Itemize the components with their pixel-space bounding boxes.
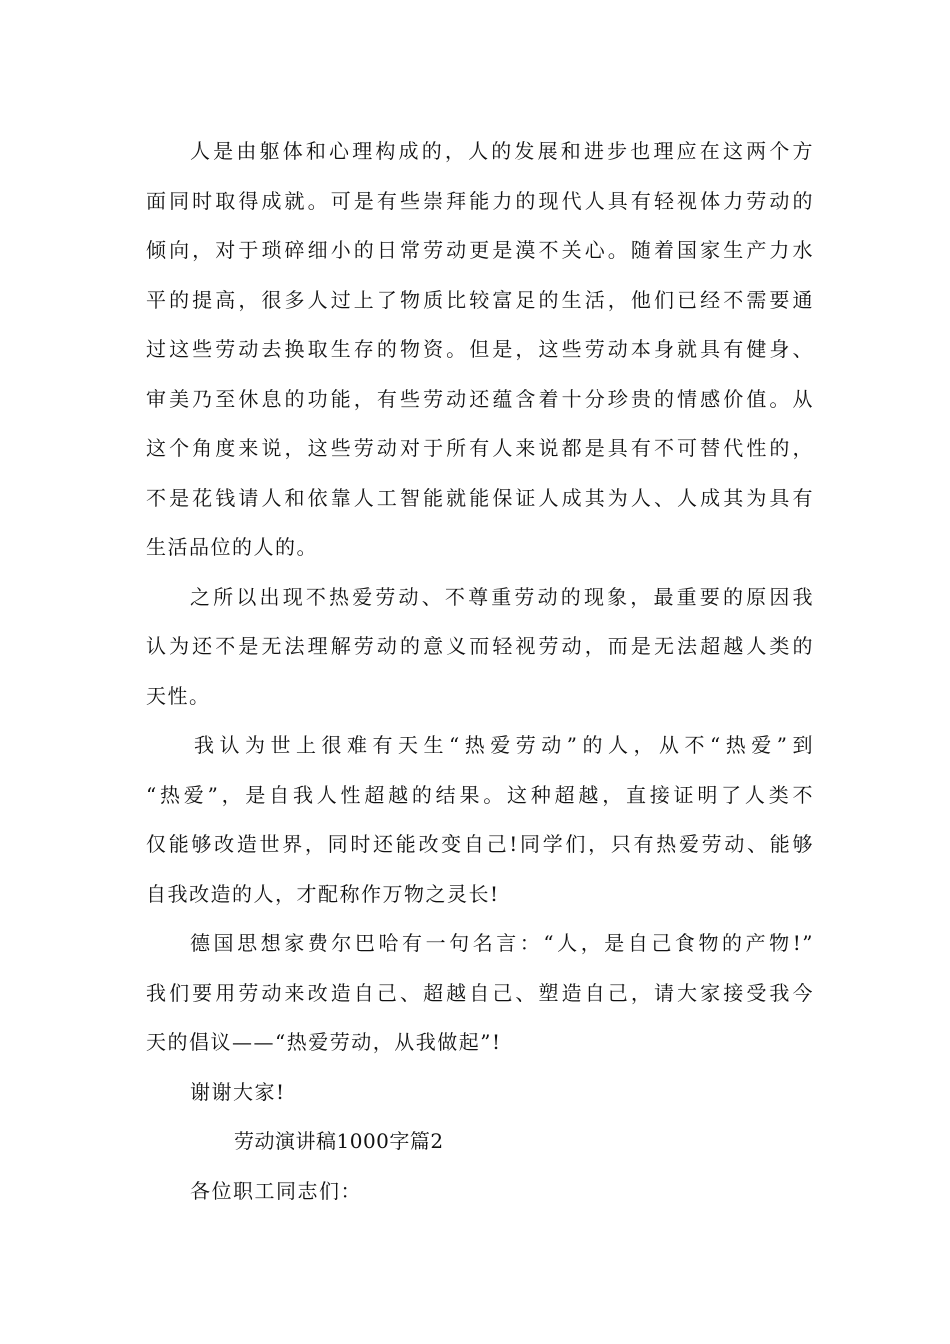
text-line: 我认为世上很难有天生“热爱劳动”的人，从不“热爱”到: [194, 733, 814, 757]
text-line: 过这些劳动去换取生存的物资。但是，这些劳动本身就具有健身、: [146, 337, 814, 361]
text-line: 倾向，对于琐碎细小的日常劳动更是漠不关心。随着国家生产力水: [146, 238, 814, 262]
text-line: 这个角度来说，这些劳动对于所有人来说都是具有不可替代性的，: [146, 436, 814, 460]
salutation-line: 各位职工同志们：: [190, 1178, 362, 1203]
text-line: 天的倡议——“热爱劳动，从我做起”!: [146, 1030, 502, 1054]
text-line: 天性。: [146, 683, 211, 708]
text-line: 审美乃至休息的功能，有些劳动还蕴含着十分珍贵的情感价值。从: [146, 386, 814, 411]
text-line: “热爱”，是自我人性超越的结果。这种超越，直接证明了人类不: [146, 782, 814, 807]
text-line: 生活品位的人的。: [146, 535, 318, 559]
text-line: 平的提高，很多人过上了物质比较富足的生活，他们已经不需要通: [146, 287, 814, 312]
paragraph-4: [146, 919, 814, 1068]
closing-line: 谢谢大家!: [190, 1079, 286, 1104]
document-body: [146, 127, 814, 1216]
paragraph-2: [146, 573, 814, 722]
paragraph-3: [146, 721, 814, 919]
text-line: 面同时取得成就。可是有些崇拜能力的现代人具有轻视体力劳动的: [146, 188, 814, 213]
section-heading: 劳动演讲稿1000字篇2: [234, 1129, 444, 1153]
text-line: 德国思想家费尔巴哈有一句名言：“人，是自己食物的产物!”: [190, 931, 814, 955]
text-line: 仅能够改造世界，同时还能改变自己!同学们，只有热爱劳动、能够: [146, 832, 814, 856]
paragraph-1: [146, 127, 814, 573]
text-line: 我们要用劳动来改造自己、超越自己、塑造自己，请大家接受我今: [146, 980, 814, 1005]
text-line: 人是由躯体和心理构成的，人的发展和进步也理应在这两个方: [190, 139, 814, 163]
text-line: 不是花钱请人和依靠人工智能就能保证人成其为人、人成其为具有: [146, 485, 814, 510]
text-line: 之所以出现不热爱劳动、不尊重劳动的现象，最重要的原因我: [190, 584, 814, 609]
text-line: 自我改造的人，才配称作万物之灵长!: [146, 881, 500, 906]
text-line: 认为还不是无法理解劳动的意义而轻视劳动，而是无法超越人类的: [146, 634, 814, 658]
